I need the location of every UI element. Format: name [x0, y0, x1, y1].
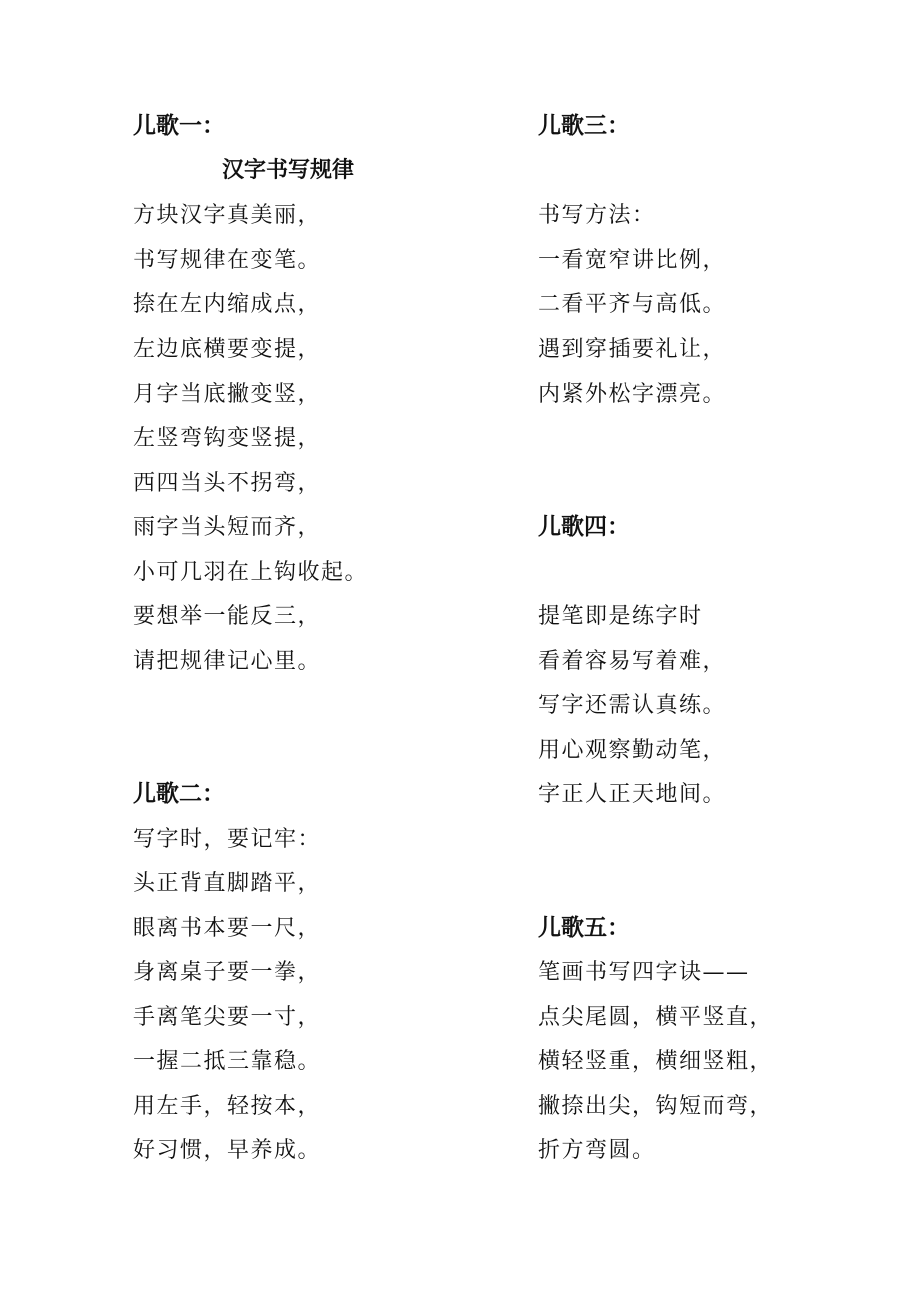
song3-line: 遇到穿插要礼让， [538, 337, 727, 362]
song4-line: 字正人正天地间。 [538, 782, 727, 807]
song5-line: 撇捺出尖，钩短而弯， [538, 1094, 774, 1119]
song2-heading: 儿歌二： [133, 781, 225, 807]
song1-line: 左边底横要变提， [133, 337, 322, 362]
song4-line: 用心观察勤动笔， [538, 738, 727, 763]
song2-line: 手离笔尖要一寸， [133, 1005, 322, 1030]
song1-line: 西四当头不拐弯， [133, 471, 322, 496]
song3-heading: 儿歌三： [538, 113, 630, 139]
song1-line: 方块汉字真美丽， [133, 203, 322, 228]
song3-line: 内紧外松字漂亮。 [538, 382, 727, 407]
song4-line: 看着容易写着难， [538, 649, 727, 674]
song5-heading: 儿歌五： [538, 915, 630, 941]
song5-line: 横轻竖重，横细竖粗， [538, 1049, 774, 1074]
song5-line: 点尖尾圆，横平竖直， [538, 1005, 774, 1030]
song5-line: 折方弯圆。 [538, 1138, 656, 1163]
song4-line: 写字还需认真练。 [538, 693, 727, 718]
song2-line: 好习惯，早养成。 [133, 1138, 322, 1163]
song2-line: 身离桌子要一拳， [133, 960, 322, 985]
song1-heading: 儿歌一： [133, 113, 225, 139]
song1-line: 要想举一能反三， [133, 604, 322, 629]
song4-line: 提笔即是练字时 [538, 604, 703, 629]
song1-line: 雨字当头短而齐， [133, 515, 322, 540]
song2-line: 一握二抵三靠稳。 [133, 1049, 322, 1074]
song2-line: 眼离书本要一尺， [133, 916, 322, 941]
song2-line: 头正背直脚踏平， [133, 871, 322, 896]
song1-line: 左竖弯钩变竖提， [133, 426, 322, 451]
song1-title: 汉字书写规律 [222, 158, 355, 183]
song3-line: 二看平齐与高低。 [538, 292, 727, 317]
song1-line: 书写规律在变笔。 [133, 248, 322, 273]
song3-line: 书写方法： [538, 203, 656, 228]
song4-heading: 儿歌四： [538, 514, 630, 540]
song1-line: 月字当底撇变竖， [133, 382, 322, 407]
song1-line: 小可几羽在上钩收起。 [133, 560, 369, 585]
song2-line: 写字时，要记牢： [133, 827, 322, 852]
song1-line: 捺在左内缩成点， [133, 292, 322, 317]
song2-line: 用左手，轻按本， [133, 1094, 322, 1119]
song1-line: 请把规律记心里。 [133, 649, 322, 674]
song3-line: 一看宽窄讲比例， [538, 248, 727, 273]
song5-line: 笔画书写四字诀—— [538, 960, 750, 985]
